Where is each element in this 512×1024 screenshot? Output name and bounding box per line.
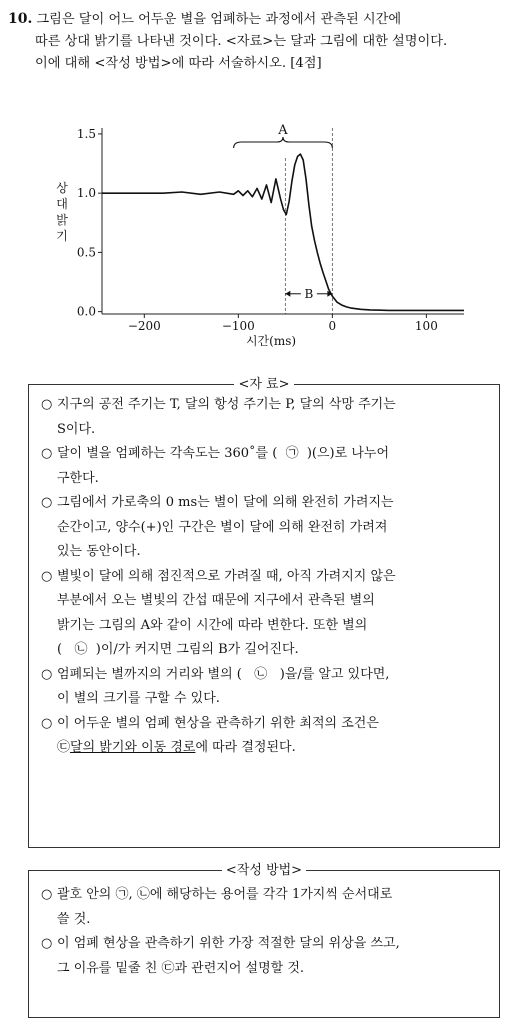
blank-mark-1: ㉠ [285, 446, 299, 461]
method-box [28, 863, 500, 1018]
underlined-phrase: 달의 밝기와 이동 경로 [70, 740, 196, 755]
data-item-5: ○ 엄폐되는 별까지의 거리와 별의 ( ㉡ )을/를 알고 있다면, 이 별의 크기를 구할 수 있다. [39, 663, 489, 712]
y-axis-label-char: 기 [56, 229, 68, 243]
bullet-icon: ○ [41, 715, 53, 731]
annotation-a-brace [234, 137, 333, 148]
x-tick-label: 0 [328, 319, 337, 333]
chart-labels [56, 127, 438, 348]
data-list [39, 393, 489, 761]
annotation-a-label: A [278, 123, 288, 138]
data-item-3: ○ 그림에서 가로축의 0 ms는 별이 달에 의해 완전히 가려지는 순간이고, 양수(+)인 구간은 별이 달에 의해 완전히 가려져 있는 동안이다. [39, 491, 489, 565]
data-item-2: ○ 달이 별을 엄폐하는 각속도는 360˚를 ( ㉠ )(으)로 나누어 구한다. [39, 442, 489, 491]
y-axis-label-char: 대 [56, 197, 68, 211]
method-box-title: <작성 방법> [222, 863, 306, 878]
chart-axes [98, 128, 464, 318]
data-item-4: ○ 별빛이 달에 의해 점진적으로 가려질 때, 아직 가려지지 않은 부분에서 오는 별빛의 간섭 때문에 지구에서 관측된 별의 밝기는 그림의 A와 같이 시간에 따라 변한다. 또한 별의 ( ㉡ )이/가 커지면 그림의 B가 길어진다. [39, 565, 489, 663]
y-tick-label: 1.5 [76, 126, 96, 141]
bullet-icon: ○ [41, 446, 53, 461]
bullet-icon: ○ [41, 495, 53, 510]
ref-mark-2: ㉡ [136, 887, 150, 902]
chart-series [102, 154, 464, 310]
question-line-2: 따른 상대 밝기를 나타낸 것이다. <자료>는 달과 그림에 대한 설명이다. [35, 34, 448, 49]
ref-mark-3: ㉢ [161, 960, 175, 976]
x-tick-label: 100 [414, 319, 438, 333]
blank-mark-2: ㉡ [74, 642, 88, 657]
annotation-b-arrow-left [285, 291, 290, 297]
x-tick-label: −200 [127, 319, 161, 333]
bullet-icon: ○ [41, 887, 53, 902]
blank-mark-3: ㉢ [57, 740, 71, 755]
x-axis-label: 시간(ms) [245, 334, 297, 348]
data-box [28, 377, 500, 848]
blank-mark-2b: ㉡ [254, 666, 268, 682]
data-item-1: ○ 지구의 공전 주기는 T, 달의 항성 주기는 P, 달의 삭망 주기는 S이다. [39, 393, 489, 442]
bullet-icon: ○ [41, 936, 53, 951]
question-prompt [8, 8, 504, 75]
ref-mark-1: ㉠ [115, 887, 129, 902]
y-tick-label: 0.0 [76, 304, 96, 319]
y-axis-label-char: 상 [56, 181, 68, 195]
method-item-2: ○ 이 엄폐 현상을 관측하기 위한 가장 적절한 달의 위상을 쓰고, 그 이유를 밑줄 친 ㉢과 관련지어 설명할 것. [39, 932, 489, 981]
chart-annotations [234, 123, 333, 301]
data-box-title: <자 료> [234, 377, 293, 392]
y-axis-label-char: 밝 [56, 213, 68, 227]
question-number: 10. [8, 11, 33, 27]
question-line-1: 10. 그림은 달이 어느 어두운 별을 엄폐하는 과정에서 관측된 시간에 [8, 11, 402, 27]
bullet-icon: ○ [41, 397, 53, 412]
brightness-curve [102, 154, 464, 310]
method-list [39, 883, 489, 981]
bullet-icon: ○ [41, 568, 53, 584]
question-line-3: 이에 대해 <작성 방법>에 따라 서술하시오. [4점] [35, 56, 322, 71]
annotation-b-label: B [304, 286, 314, 301]
method-item-1: ○ 괄호 안의 ㉠, ㉡에 해당하는 용어를 각각 1가지씩 순서대로 쓸 것. [39, 883, 489, 932]
brightness-chart [40, 112, 480, 362]
y-tick-label: 1.0 [76, 186, 96, 201]
x-tick-label: −100 [221, 319, 255, 333]
y-tick-label: 0.5 [76, 245, 96, 260]
bullet-icon: ○ [41, 666, 53, 682]
data-item-6: ○ 이 어두운 별의 엄폐 현상을 관측하기 위한 최적의 조건은 ㉢달의 밝기와 이동 경로에 따라 결정된다. [39, 712, 489, 761]
